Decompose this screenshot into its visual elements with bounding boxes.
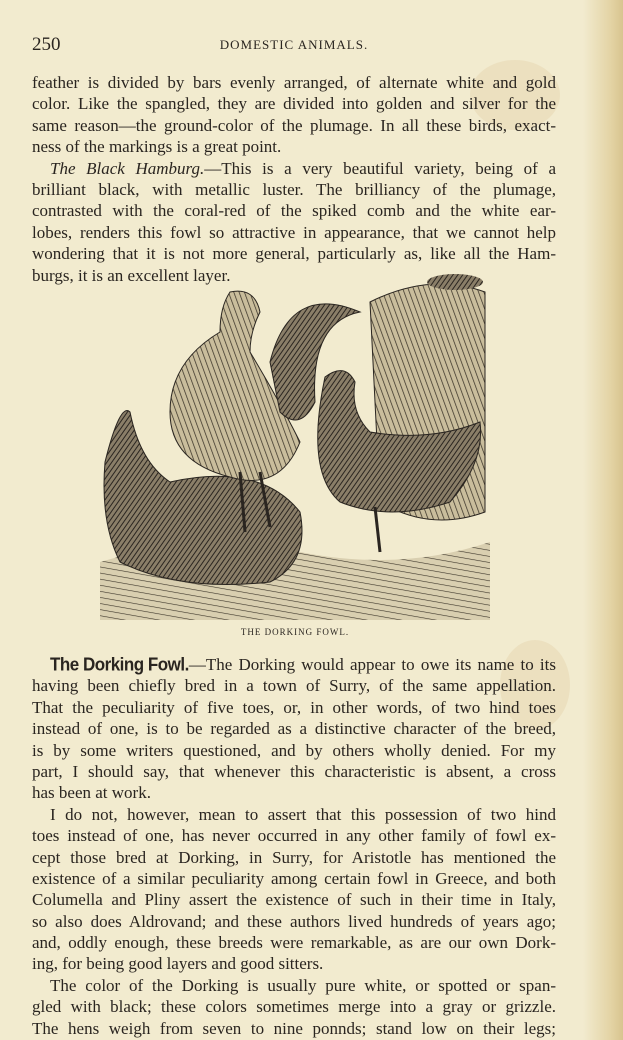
dorking-fowl-engraving	[100, 262, 490, 620]
text-line: Columella and Pliny assert the existence of such in their time in Italy,	[32, 890, 556, 910]
text-line: brilliant black, with metallic luster. The brilliancy of the plumage,	[32, 179, 556, 199]
text-line: ing, for being good layers and good sitters.	[32, 954, 324, 974]
text-line: The hens weigh from seven to nine ponnds; stand low on their legs;	[32, 1018, 556, 1038]
text-line: and, oddly enough, these breeds were remarkable, as are our own Dork-	[32, 933, 556, 953]
text-line: is by some writers questioned, and by others wholly denied. For my	[32, 740, 556, 760]
text-line: feather is divided by bars evenly arranged, of alternate white and gold	[32, 73, 556, 92]
text-line: gled with black; these colors sometimes merge into a gray or grizzle.	[32, 997, 556, 1017]
text-line: existence of a similar peculiarity among certain fowl in Greece, and both	[32, 868, 556, 888]
page-header	[32, 34, 556, 58]
text-line: instead of one, is to be regarded as a distinctive character of the breed,	[32, 719, 556, 739]
page-number: 250	[32, 34, 61, 55]
text-line: The Black Hamburg.—This is a very beautiful variety, being of a	[50, 158, 556, 178]
text-line: The color of the Dorking is usually pure white, or spotted or span-	[50, 975, 556, 995]
text-line: contrasted with the coral-red of the spiked comb and the white ear-	[32, 201, 556, 221]
text-line: so also does Aldrovand; and these authors lived hundreds of years ago;	[32, 911, 556, 931]
text-line: same reason—the ground-color of the plumage. In all these birds, exact-	[32, 115, 556, 135]
text-line: having been chiefly bred in a town of Surry, of the same appellation.	[32, 676, 556, 696]
dorking-heading: The Dorking Fowl.	[50, 654, 189, 675]
page-edge-shadow	[583, 0, 623, 1040]
text-line: wondering that it is not more general, particularly as, like all the Ham-	[32, 244, 556, 264]
text-line: toes instead of one, has never occurred in any other family of fowl ex-	[32, 826, 556, 846]
top-text	[32, 72, 556, 286]
text-line: lobes, renders this fowl so attractive in appearance, that we cannot help	[32, 222, 556, 242]
text-line: The Dorking Fowl.—The Dorking would appear to owe its name to its	[50, 654, 556, 675]
text-line: cept those bred at Dorking, in Surry, for Aristotle has mentioned the	[32, 847, 556, 867]
text-line: I do not, however, mean to assert that this possession of two hind	[50, 804, 556, 824]
text-line: color. Like the spangled, they are divided into golden and silver for the	[32, 94, 556, 114]
running-head: DOMESTIC ANIMALS.	[219, 37, 369, 52]
text-line: has been at work.	[32, 783, 151, 803]
black-hamburg-heading: The Black Hamburg.	[50, 158, 205, 178]
figure-caption: THE DORKING FOWL.	[240, 627, 350, 637]
dorking-section	[32, 654, 556, 1039]
text-line: ness of the markings is a great point.	[32, 137, 282, 157]
text-line: That the peculiarity of five toes, or, in other words, of two hind toes	[32, 697, 556, 717]
text-line: part, I should say, that whenever this characteristic is absent, a cross	[32, 761, 556, 781]
text-line: burgs, it is an excellent layer.	[32, 265, 231, 285]
